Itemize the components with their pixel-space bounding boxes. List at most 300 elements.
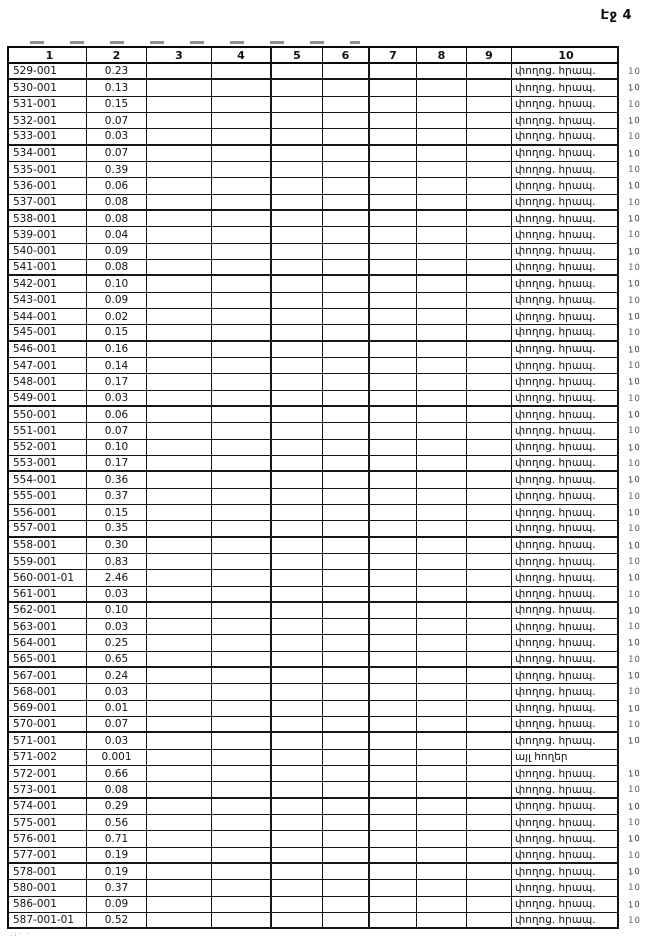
cell-parcel-code: 562-001	[7, 603, 87, 619]
cell-empty-4	[212, 407, 272, 423]
cell-empty-4	[212, 423, 272, 439]
cell-empty-3	[147, 423, 212, 439]
cell-empty-9	[467, 260, 512, 276]
cell-empty-7	[370, 815, 417, 831]
cell-empty-4	[212, 374, 272, 390]
margin-annotation: 10	[627, 687, 642, 698]
cell-empty-4	[212, 489, 272, 505]
cell-empty-6	[323, 880, 370, 896]
cell-empty-4	[212, 309, 272, 325]
cell-land-use: փողոց. հրապ.	[512, 472, 619, 488]
cell-area-value: 0.01	[87, 701, 147, 717]
cell-empty-9	[467, 244, 512, 260]
cell-land-use: փողոց. հրապ.	[512, 717, 619, 733]
cell-empty-8	[417, 603, 467, 619]
cell-empty-6	[323, 391, 370, 407]
cell-empty-4	[212, 64, 272, 80]
cell-area-value: 0.07	[87, 113, 147, 129]
cell-empty-4	[212, 652, 272, 668]
cell-area-value: 0.07	[87, 423, 147, 439]
cell-empty-3	[147, 587, 212, 603]
cell-area-value: 0.03	[87, 391, 147, 407]
margin-annotation: 10	[627, 246, 642, 258]
cell-area-value: 0.16	[87, 342, 147, 358]
cell-empty-7	[370, 782, 417, 798]
cell-empty-6	[323, 342, 370, 358]
cell-empty-9	[467, 178, 512, 194]
cell-empty-4	[212, 325, 272, 341]
margin-annotation: 10	[627, 442, 642, 454]
cell-parcel-code: 571-002	[7, 750, 87, 766]
cell-land-use: փողոց. հրապ.	[512, 897, 619, 913]
cell-empty-5	[272, 538, 323, 554]
cell-empty-5	[272, 668, 323, 684]
cell-area-value: 0.23	[87, 64, 147, 80]
cell-empty-6	[323, 750, 370, 766]
cell-land-use: փողոց. հրապ.	[512, 293, 619, 309]
cell-area-value: 0.10	[87, 440, 147, 456]
cell-area-value: 0.66	[87, 766, 147, 782]
table-row	[7, 815, 650, 831]
margin-annotation: 10	[627, 507, 642, 519]
cell-land-use: փողոց. հրապ.	[512, 178, 619, 194]
table-row	[7, 391, 650, 407]
cell-empty-4	[212, 97, 272, 113]
cell-empty-5	[272, 97, 323, 113]
table-row	[7, 554, 650, 570]
header-col-3: 3	[147, 46, 212, 64]
cell-empty-9	[467, 799, 512, 815]
table-row	[7, 799, 650, 815]
cell-empty-8	[417, 64, 467, 80]
cell-empty-9	[467, 407, 512, 423]
cell-empty-7	[370, 880, 417, 896]
cell-empty-6	[323, 456, 370, 472]
cell-empty-7	[370, 113, 417, 129]
cell-parcel-code: 541-001	[7, 260, 87, 276]
cell-empty-8	[417, 848, 467, 864]
cell-empty-3	[147, 913, 212, 929]
cell-empty-6	[323, 423, 370, 439]
cell-empty-8	[417, 227, 467, 243]
cell-empty-6	[323, 440, 370, 456]
cell-empty-4	[212, 472, 272, 488]
cell-empty-3	[147, 178, 212, 194]
cell-empty-9	[467, 848, 512, 864]
table-row	[7, 472, 650, 488]
table-row	[7, 276, 650, 292]
cell-empty-3	[147, 799, 212, 815]
cell-area-value: 0.08	[87, 260, 147, 276]
cell-empty-6	[323, 652, 370, 668]
cell-empty-7	[370, 472, 417, 488]
cell-empty-9	[467, 782, 512, 798]
cell-empty-3	[147, 358, 212, 374]
cell-land-use: փողոց. հրապ.	[512, 195, 619, 211]
cell-empty-3	[147, 750, 212, 766]
cell-empty-9	[467, 276, 512, 292]
cell-empty-3	[147, 97, 212, 113]
cell-parcel-code: 558-001	[7, 538, 87, 554]
cell-empty-4	[212, 587, 272, 603]
margin-annotation: 10	[627, 409, 642, 421]
table-row	[7, 505, 650, 521]
cell-parcel-code: 545-001	[7, 325, 87, 341]
cell-empty-3	[147, 391, 212, 407]
cell-empty-7	[370, 489, 417, 505]
cell-parcel-code: 561-001	[7, 587, 87, 603]
cell-empty-5	[272, 831, 323, 847]
cell-parcel-code: 563-001	[7, 619, 87, 635]
cell-empty-7	[370, 358, 417, 374]
table-row	[7, 619, 650, 635]
cell-empty-3	[147, 489, 212, 505]
cell-land-use: փողոց. հրապ.	[512, 864, 619, 880]
cell-empty-8	[417, 799, 467, 815]
cell-land-use: փողոց. հրապ.	[512, 489, 619, 505]
cell-empty-9	[467, 358, 512, 374]
cell-empty-8	[417, 309, 467, 325]
cell-empty-9	[467, 162, 512, 178]
cell-empty-9	[467, 831, 512, 847]
cell-area-value: 0.03	[87, 619, 147, 635]
cell-empty-5	[272, 227, 323, 243]
margin-annotation: 10	[627, 817, 642, 829]
cell-empty-9	[467, 766, 512, 782]
cell-empty-9	[467, 635, 512, 651]
cell-empty-8	[417, 195, 467, 211]
cell-empty-5	[272, 244, 323, 260]
cell-land-use: փողոց. հրապ.	[512, 733, 619, 749]
cell-empty-4	[212, 848, 272, 864]
cell-empty-7	[370, 799, 417, 815]
cell-empty-8	[417, 178, 467, 194]
margin-annotation: 10	[627, 899, 642, 911]
cell-empty-3	[147, 505, 212, 521]
margin-annotation: 10	[627, 116, 642, 127]
cell-empty-6	[323, 538, 370, 554]
cell-area-value: 0.07	[87, 146, 147, 162]
cell-empty-3	[147, 880, 212, 896]
cell-empty-8	[417, 635, 467, 651]
cell-empty-7	[370, 587, 417, 603]
table-row	[7, 782, 650, 798]
cell-empty-8	[417, 521, 467, 537]
cell-parcel-code: 534-001	[7, 146, 87, 162]
cell-parcel-code: 533-001	[7, 129, 87, 145]
cell-empty-9	[467, 619, 512, 635]
cell-empty-9	[467, 750, 512, 766]
margin-annotation: 10	[627, 214, 642, 225]
cell-empty-8	[417, 619, 467, 635]
cell-land-use: փողոց. հրապ.	[512, 211, 619, 227]
cell-area-value: 0.24	[87, 668, 147, 684]
margin-annotation: 10	[627, 671, 642, 682]
table-row	[7, 538, 650, 554]
cell-empty-5	[272, 717, 323, 733]
cell-empty-7	[370, 652, 417, 668]
cell-empty-3	[147, 456, 212, 472]
cell-land-use: փողոց. հրապ.	[512, 407, 619, 423]
cell-empty-4	[212, 554, 272, 570]
cell-parcel-code: 529-001	[7, 64, 87, 80]
cell-empty-8	[417, 407, 467, 423]
table-row	[7, 848, 650, 864]
cell-empty-9	[467, 717, 512, 733]
cell-empty-9	[467, 293, 512, 309]
cell-empty-4	[212, 701, 272, 717]
table-row	[7, 113, 650, 129]
cell-parcel-code: 539-001	[7, 227, 87, 243]
cell-empty-8	[417, 440, 467, 456]
table-row	[7, 733, 650, 749]
margin-annotation: 10	[627, 344, 642, 356]
cell-land-use: փողոց. հրապ.	[512, 97, 619, 113]
cell-empty-6	[323, 831, 370, 847]
cell-empty-6	[323, 407, 370, 423]
cell-empty-4	[212, 635, 272, 651]
cell-empty-7	[370, 913, 417, 929]
cell-empty-9	[467, 521, 512, 537]
margin-annotation: 10	[627, 621, 642, 633]
margin-annotation: 10	[627, 279, 642, 290]
cell-empty-3	[147, 309, 212, 325]
cell-empty-4	[212, 521, 272, 537]
cell-empty-5	[272, 799, 323, 815]
cell-empty-8	[417, 652, 467, 668]
cell-empty-6	[323, 635, 370, 651]
cell-area-value: 0.08	[87, 195, 147, 211]
cell-empty-3	[147, 848, 212, 864]
cell-empty-9	[467, 538, 512, 554]
table-row	[7, 880, 650, 896]
cell-area-value: 0.08	[87, 782, 147, 798]
cell-empty-7	[370, 129, 417, 145]
cell-empty-6	[323, 64, 370, 80]
cell-area-value: 0.03	[87, 129, 147, 145]
cell-empty-3	[147, 782, 212, 798]
margin-annotation: 10	[627, 769, 642, 780]
cell-empty-3	[147, 374, 212, 390]
cell-empty-9	[467, 554, 512, 570]
cell-land-use: փողոց. հրապ.	[512, 766, 619, 782]
cell-area-value: 0.06	[87, 178, 147, 194]
cell-land-use: փողոց. հրապ.	[512, 423, 619, 439]
table-row	[7, 717, 650, 733]
cell-empty-7	[370, 423, 417, 439]
cell-empty-4	[212, 864, 272, 880]
cell-empty-9	[467, 652, 512, 668]
cell-parcel-code: 559-001	[7, 554, 87, 570]
cell-empty-9	[467, 146, 512, 162]
margin-annotation: 10	[627, 638, 642, 650]
cell-empty-7	[370, 178, 417, 194]
table-row	[7, 456, 650, 472]
table-row	[7, 489, 650, 505]
cell-empty-3	[147, 897, 212, 913]
table-row	[7, 64, 650, 80]
cell-empty-8	[417, 701, 467, 717]
margin-annotation: 10	[627, 605, 642, 617]
cell-parcel-code: 557-001	[7, 521, 87, 537]
cell-empty-9	[467, 472, 512, 488]
cell-empty-5	[272, 146, 323, 162]
cell-area-value: 0.52	[87, 913, 147, 929]
cell-empty-8	[417, 587, 467, 603]
cell-empty-5	[272, 782, 323, 798]
cell-area-value: 0.15	[87, 97, 147, 113]
cell-empty-3	[147, 668, 212, 684]
cell-empty-6	[323, 913, 370, 929]
table-row	[7, 358, 650, 374]
table-row	[7, 244, 650, 260]
margin-annotation: 10	[627, 523, 642, 535]
cell-empty-9	[467, 668, 512, 684]
cell-land-use: փողոց. հրապ.	[512, 309, 619, 325]
table-row	[7, 407, 650, 423]
cell-empty-9	[467, 456, 512, 472]
cell-empty-4	[212, 505, 272, 521]
cell-area-value: 0.65	[87, 652, 147, 668]
cell-parcel-code: 544-001	[7, 309, 87, 325]
cell-empty-7	[370, 64, 417, 80]
cell-empty-8	[417, 113, 467, 129]
cell-empty-9	[467, 880, 512, 896]
cell-area-value: 0.06	[87, 407, 147, 423]
cell-area-value: 2.46	[87, 570, 147, 586]
margin-annotation: 10	[627, 719, 642, 731]
cell-empty-6	[323, 80, 370, 96]
cell-empty-7	[370, 554, 417, 570]
table-row	[7, 293, 650, 309]
table-row	[7, 635, 650, 651]
cell-empty-5	[272, 276, 323, 292]
cell-empty-8	[417, 472, 467, 488]
cell-empty-6	[323, 619, 370, 635]
cell-empty-9	[467, 80, 512, 96]
cell-empty-5	[272, 489, 323, 505]
margin-annotation: 10	[627, 99, 642, 110]
cell-empty-6	[323, 668, 370, 684]
cell-empty-4	[212, 619, 272, 635]
cell-empty-8	[417, 505, 467, 521]
cell-area-value: 0.03	[87, 684, 147, 700]
cell-empty-5	[272, 880, 323, 896]
cell-empty-9	[467, 374, 512, 390]
cell-empty-5	[272, 64, 323, 80]
cell-empty-3	[147, 603, 212, 619]
cell-empty-4	[212, 603, 272, 619]
cell-empty-6	[323, 570, 370, 586]
cell-empty-6	[323, 211, 370, 227]
cell-area-value: 0.83	[87, 554, 147, 570]
margin-annotation: 10	[627, 573, 642, 584]
cell-empty-6	[323, 684, 370, 700]
cell-empty-7	[370, 211, 417, 227]
cell-empty-6	[323, 848, 370, 864]
cell-empty-3	[147, 619, 212, 635]
margin-annotation: 10	[627, 850, 642, 861]
cell-empty-5	[272, 472, 323, 488]
cell-empty-4	[212, 684, 272, 700]
cell-empty-5	[272, 129, 323, 145]
cell-area-value: 0.35	[87, 521, 147, 537]
margin-annotation: 10	[627, 148, 642, 160]
cell-empty-4	[212, 733, 272, 749]
cell-land-use: փողոց. հրապ.	[512, 913, 619, 929]
table-row	[7, 521, 650, 537]
cell-empty-8	[417, 276, 467, 292]
cell-empty-7	[370, 538, 417, 554]
cell-empty-6	[323, 97, 370, 113]
margin-annotation: 10	[627, 491, 642, 502]
margin-annotation: 10	[627, 230, 642, 241]
cell-empty-4	[212, 113, 272, 129]
cell-empty-9	[467, 113, 512, 129]
cell-parcel-code: 543-001	[7, 293, 87, 309]
header-col-9: 9	[467, 46, 512, 64]
table-row	[7, 668, 650, 684]
cell-land-use: փողոց. հրապ.	[512, 260, 619, 276]
margin-annotation: 10	[627, 197, 642, 208]
cell-empty-7	[370, 456, 417, 472]
cell-empty-8	[417, 260, 467, 276]
table-row	[7, 684, 650, 700]
cell-parcel-code: 556-001	[7, 505, 87, 521]
cell-empty-4	[212, 178, 272, 194]
margin-annotation: 10	[627, 736, 642, 748]
table-body	[7, 64, 650, 929]
cell-empty-9	[467, 733, 512, 749]
cell-parcel-code: 540-001	[7, 244, 87, 260]
cell-empty-7	[370, 97, 417, 113]
margin-annotation: 10	[627, 654, 642, 666]
cell-empty-3	[147, 635, 212, 651]
margin-annotation: 10	[627, 883, 642, 894]
margin-annotation: 10	[627, 425, 642, 437]
cell-parcel-code: 532-001	[7, 113, 87, 129]
margin-annotation	[628, 749, 651, 766]
cell-empty-7	[370, 635, 417, 651]
cell-parcel-code: 573-001	[7, 782, 87, 798]
cell-empty-6	[323, 309, 370, 325]
cell-empty-7	[370, 570, 417, 586]
cell-empty-7	[370, 342, 417, 358]
cell-land-use: փողոց. հրապ.	[512, 848, 619, 864]
cell-empty-3	[147, 211, 212, 227]
cell-empty-5	[272, 652, 323, 668]
cell-empty-3	[147, 195, 212, 211]
land-parcel-table	[7, 46, 650, 929]
cell-empty-9	[467, 64, 512, 80]
cell-empty-3	[147, 113, 212, 129]
table-row	[7, 587, 650, 603]
cell-parcel-code: 538-001	[7, 211, 87, 227]
cell-parcel-code: 542-001	[7, 276, 87, 292]
cell-empty-7	[370, 325, 417, 341]
cell-empty-3	[147, 766, 212, 782]
cell-empty-7	[370, 244, 417, 260]
cell-land-use: փողոց. հրապ.	[512, 619, 619, 635]
table-row	[7, 750, 650, 766]
cell-empty-4	[212, 227, 272, 243]
cell-empty-5	[272, 407, 323, 423]
cell-empty-7	[370, 521, 417, 537]
margin-annotation: 10	[627, 83, 642, 95]
cell-land-use: փողոց. հրապ.	[512, 358, 619, 374]
margin-annotation: 10	[627, 834, 642, 846]
cell-empty-5	[272, 635, 323, 651]
